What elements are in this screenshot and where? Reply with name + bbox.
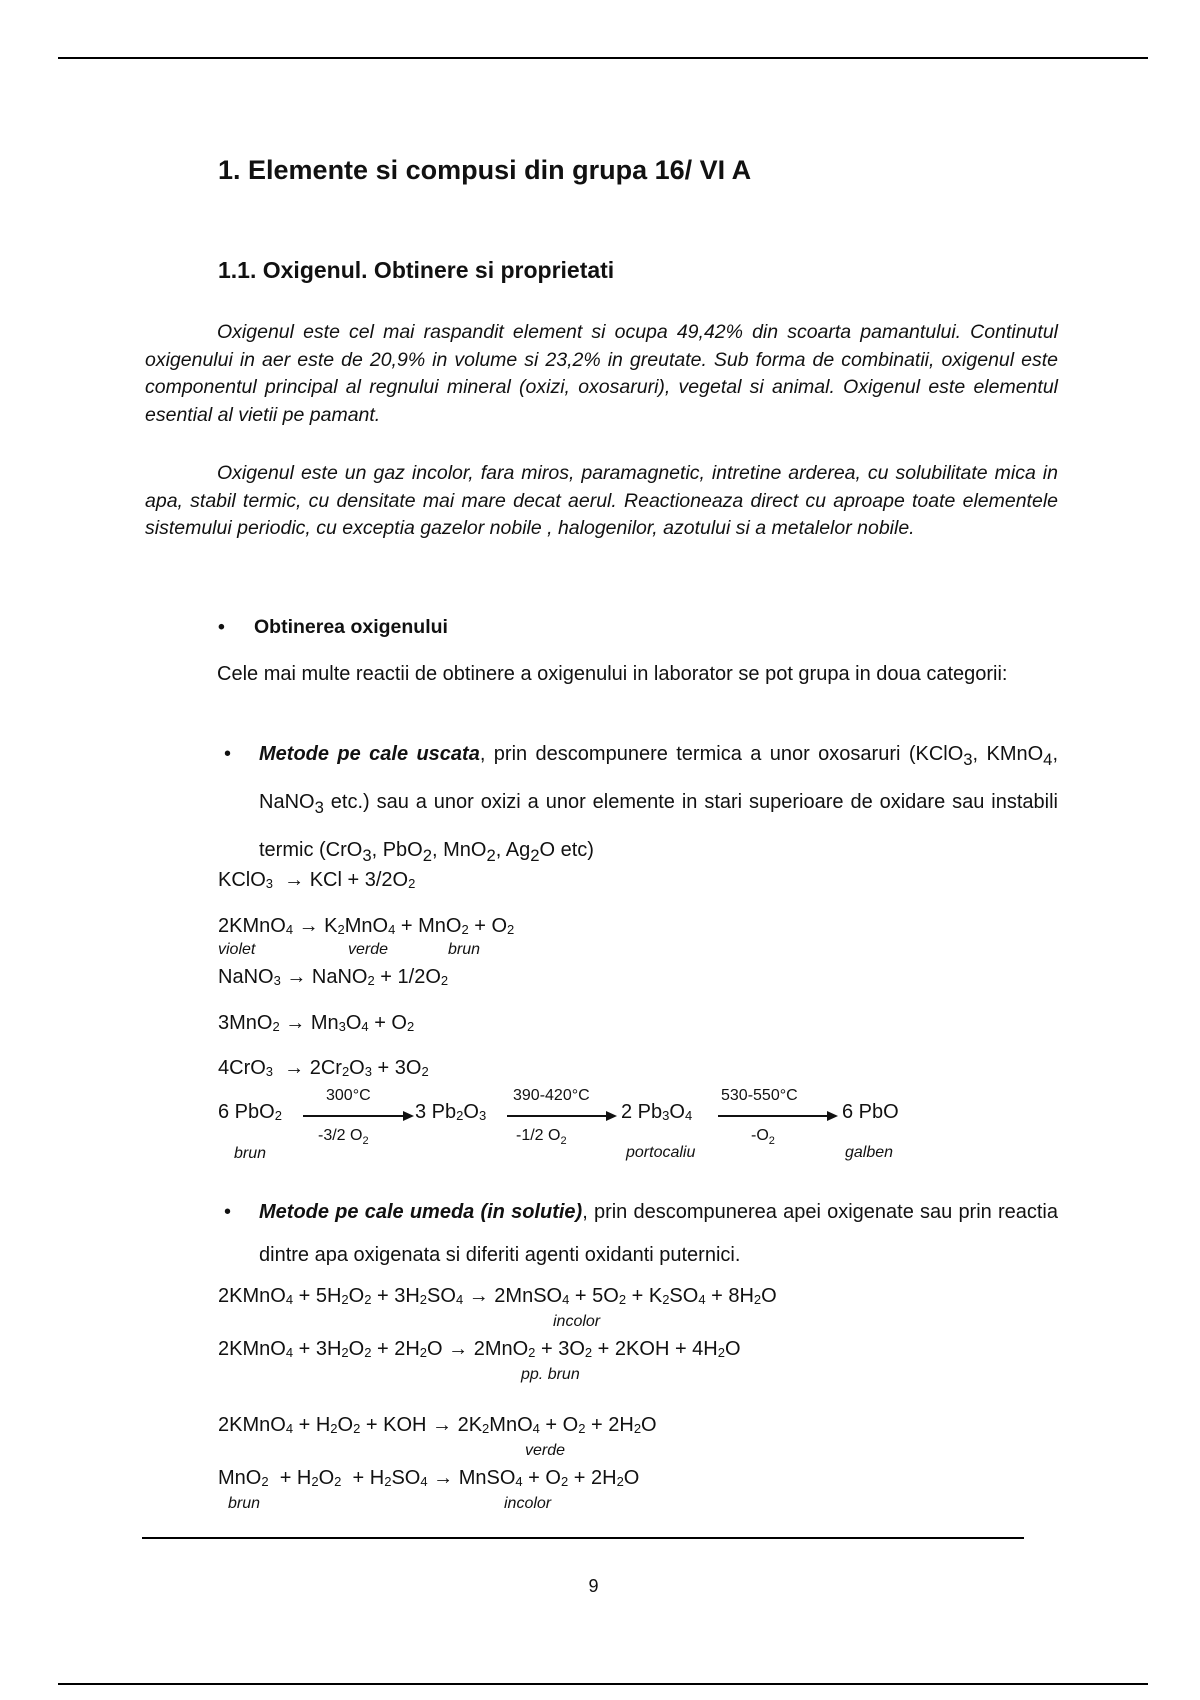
footer-rule [142,1537,1024,1539]
equation-wet-4: $MnO_2 + H_2O_2 + H_2SO_4$ → MnSO$_4$ + $O_2 + 2H_2O$ [218,1467,640,1489]
loss-1: -3/2 $O_2$ [318,1127,369,1148]
bottom-rule [58,1683,1148,1685]
color-note-incolor: incolor [553,1313,601,1330]
condition-2: 390-420°C [513,1087,590,1104]
dry-method-title: Metode pe cale uscata [259,743,480,765]
color-note-incolor: incolor [504,1495,552,1512]
pbo2-reactant: 6 PbO$_2$ [218,1101,282,1123]
color-note-brun: brun [448,941,481,958]
paragraph-2 [145,460,1058,543]
wet-method-item [224,1191,1058,1277]
bullet-icon: • [224,743,232,765]
color-note-verde: verde [348,941,389,958]
dry-method-text: etc.) sau a unor oxizi a unor elemente in stari superioare de oxidare sau instabili termic (CrO [259,791,1058,861]
equation-wet-2: 2KMnO$_4$ + $3H_2O_2 + 2H_2O \to 2MnO_2 + 3O_2 + 2KOH + 4H_2O$ [218,1338,741,1360]
paragraph-1-text: Oxigenul este cel mai raspandit element si ocupa 49,42% din scoarta pamantului. Continutul oxigenului in aer este de 20,9% in volume si 23,2% in greutate. Sub forma de combinatii, oxigenul este componentul principal al regnului mineral (oxizi, oxosaruri), vegetal si animal. Oxigenul este elementul esential al vietii pe pamant. [145,321,1058,426]
dry-method-text: O etc) [539,839,594,861]
arrow-head-icon [403,1111,414,1121]
arrow-head-icon [606,1111,617,1121]
color-note-brun: brun [228,1495,261,1512]
dry-method-text: , NaNO [259,743,1058,813]
page-number: 9 [588,1576,599,1596]
condition-1: 300°C [326,1087,371,1104]
equation-cro3: $4CrO_3 \to 2Cr_2O_3 + 3O_2$ [218,1057,429,1079]
paragraph-2-text: Oxigenul este un gaz incolor, fara miros, paramagnetic, intretine arderea, cu solubilitate mica in apa, stabil termic, cu densitate mai mare decat aerul. Reactioneaza direct cu aproape toate elementele sistemului periodic, cu exceptia gazelor nobile , halogenilor, azotului si a metalelor nobile. [145,462,1058,539]
bullet-icon: • [224,1201,232,1223]
equation-mno2: $3MnO_2 \to Mn_3O_4 + O_2$ [218,1012,415,1034]
bullet-heading-text: Obtinerea oxigenului [254,616,448,638]
chapter-title: 1. Elemente si compusi din grupa 16/ VI A [218,155,752,185]
equation-nano3: NaNO$_3$ → NaNO$_2$ + $1/2O_2$ [218,966,449,988]
pb2o3-product: 3 $Pb_2O_3$ [415,1101,487,1123]
reaction-arrow-1 [303,1115,406,1117]
bullet-icon: • [218,616,225,638]
header-rule [58,57,1148,59]
intro-text: Cele mai multe reactii de obtinere a oxigenului in laborator se pot grupa in doua categorii: [217,663,1008,685]
bullet-heading [218,616,448,639]
equation-kmno4: 2KMnO$_4$ → $K_2MnO_4 + MnO_2 + O_2$ [218,915,515,937]
color-note-brun: brun [234,1145,267,1162]
equation-kclo3: KClO$_3$ → KCl + $3/2O_2$ [218,869,416,891]
wet-method-title: Metode pe cale umeda (in solutie) [259,1201,583,1223]
color-note-portocaliu: portocaliu [626,1144,696,1161]
reaction-arrow-3 [718,1115,830,1117]
dry-method-text: , PbO [371,839,423,861]
color-note-galben: galben [845,1144,894,1161]
arrow-head-icon [827,1111,838,1121]
condition-3: 530-550°C [721,1087,798,1104]
loss-2: -1/2 $O_2$ [516,1127,567,1148]
loss-3: $-O_2$ [751,1127,775,1148]
dry-method-text: , prin descompunere termica a unor oxosaruri (KClO [479,743,964,765]
equation-wet-3: 2KMnO$_4$ + $H_2O_2$ + KOH → $2K_2MnO_4 + O_2 + 2H_2O$ [218,1414,657,1436]
paragraph-1 [145,319,1058,429]
color-note-pp-brun: pp. brun [521,1366,580,1383]
color-note-violet: violet [218,941,256,958]
dry-method-item: • Metode pe cale uscata, prin descompunere termica a unor oxosaruri (KClO$_3$, KMnO$_4$, NaNO$_3$ etc.) sau a unor oxizi a unor elemente in stari superioare de oxidare sau instabili termic (CrO$_3$, PbO$_2$, MnO$_2$, $Ag_2O$ etc) [224,733,1058,877]
dry-method-text: , MnO [432,839,487,861]
wet-method-text: , prin descompunerea apei oxigenate sau prin reactia dintre apa oxigenata si diferiti agenti oxidanti puternici. [259,1201,1059,1266]
dry-method-text: , KMnO [972,743,1044,765]
section-title: 1.1. Oxigenul. Obtinere si proprietati [218,257,615,283]
pbo-product: 6 PbO [842,1101,899,1123]
dry-method-text: , Ag [495,839,531,861]
color-note-verde: verde [525,1442,566,1459]
equation-wet-1: 2KMnO$_4$ + $5H_2O_2 + 3H_2SO_4$ → 2MnSO$_4$ + $5O_2 + K_2SO_4 + 8H_2O$ [218,1285,777,1307]
intro-paragraph [145,653,1058,696]
reaction-arrow-2 [507,1115,609,1117]
pb3o4-product: 2 $Pb_3O_4$ [621,1101,693,1123]
